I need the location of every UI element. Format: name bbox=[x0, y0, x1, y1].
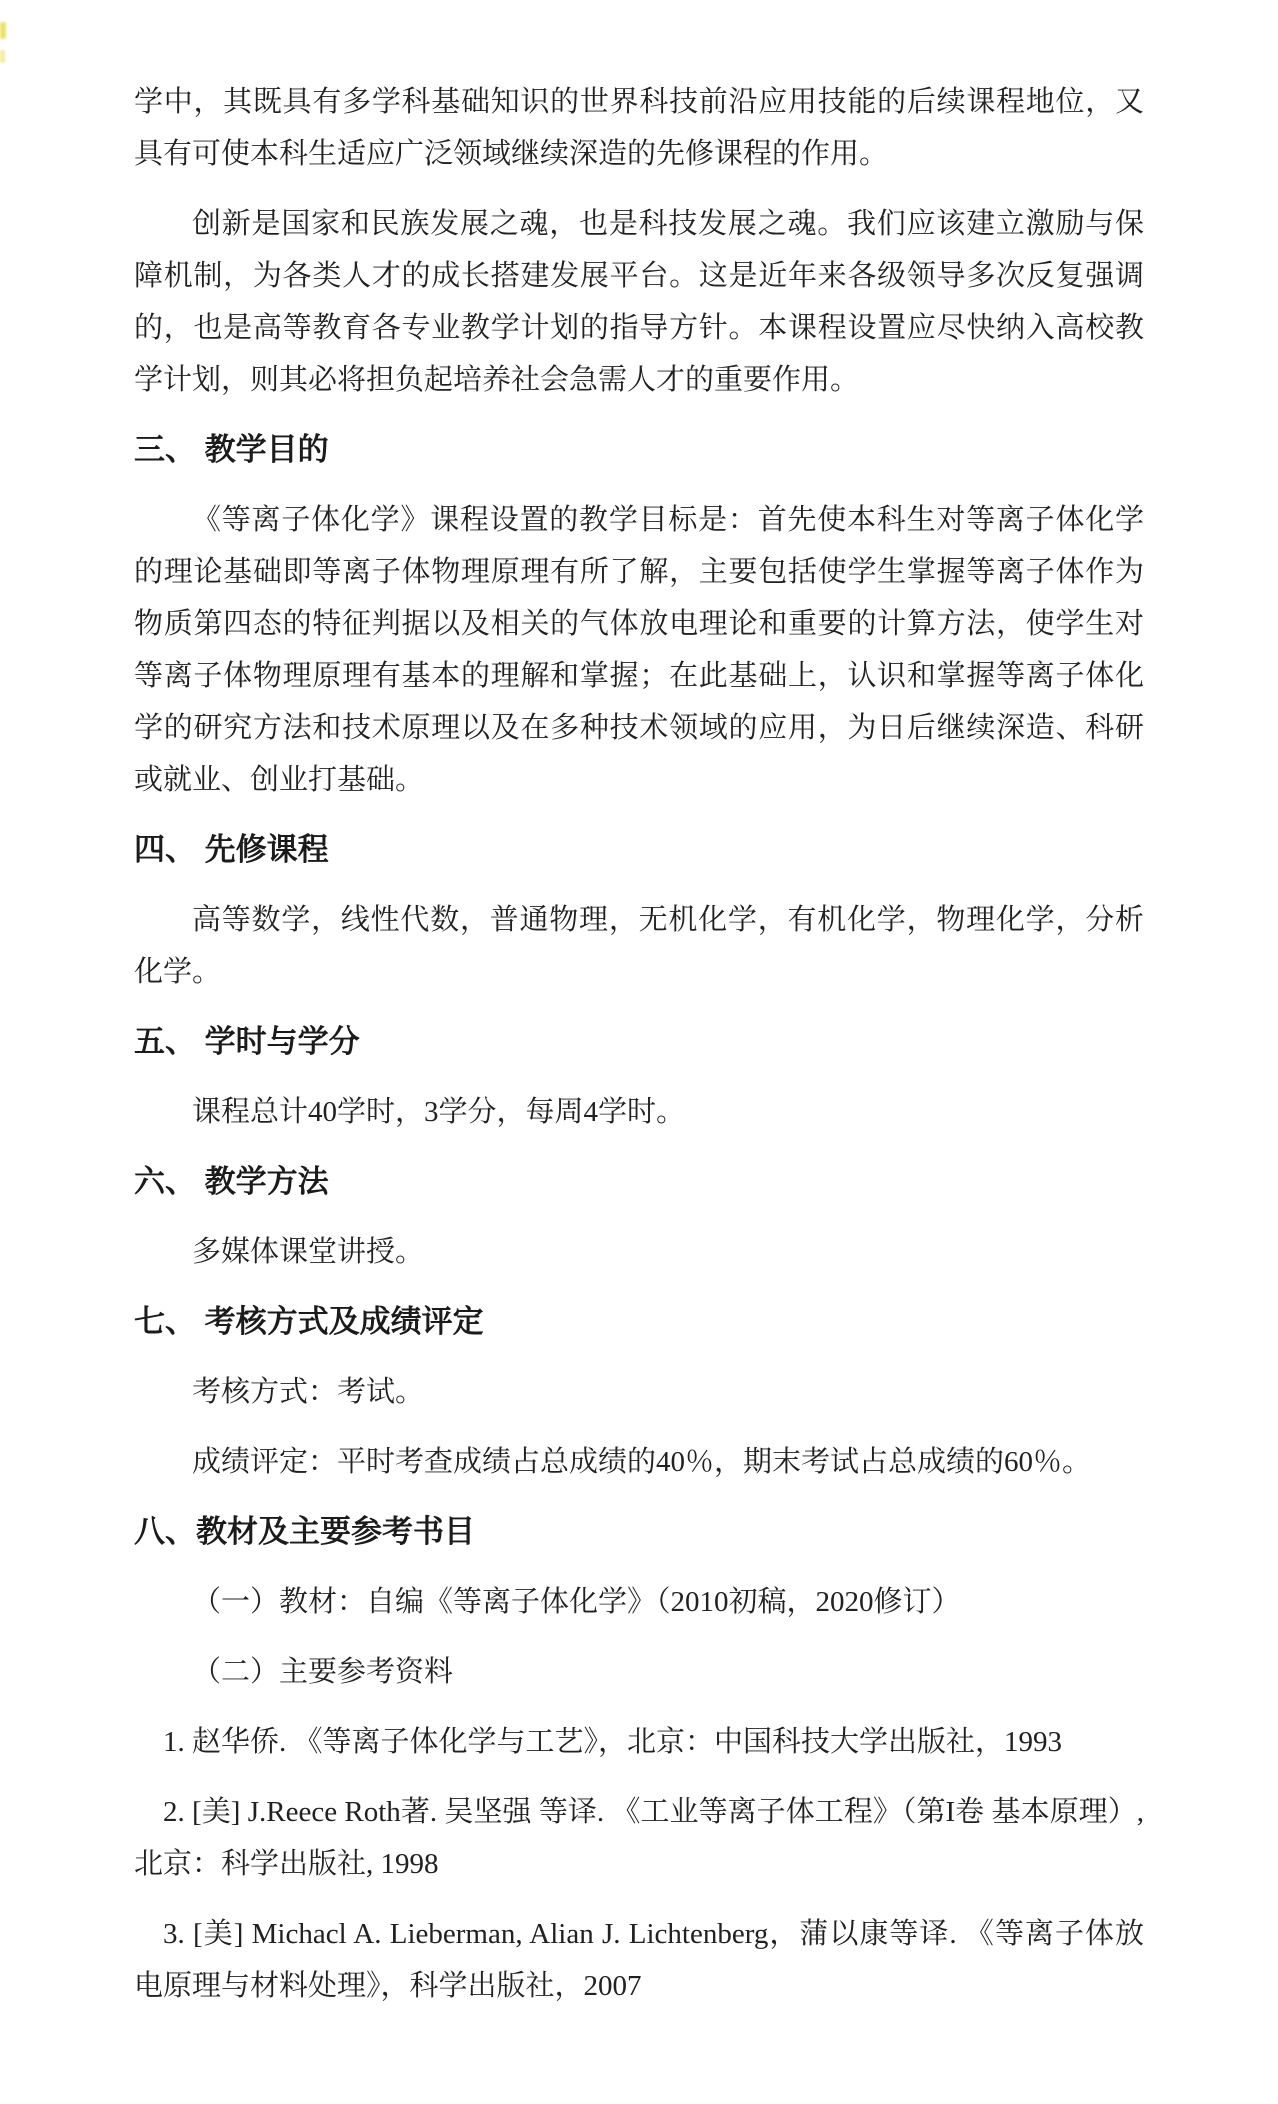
paragraph-prerequisites: 高等数学，线性代数，普通物理，无机化学，有机化学，物理化学，分析化学。 bbox=[134, 904, 1144, 988]
heading-hours-credits: 五、 学时与学分 bbox=[134, 1024, 360, 1059]
paragraph-assessment-grading: 成绩评定：平时考查成绩占总成绩的40％，期末考试占总成绩的60％。 bbox=[192, 1446, 1092, 1478]
scan-artifact-mark bbox=[0, 50, 5, 63]
heading-prerequisites: 四、 先修课程 bbox=[134, 832, 329, 867]
heading-assessment: 七、 考核方式及成绩评定 bbox=[134, 1304, 484, 1339]
paragraph-references-label: （二）主要参考资料 bbox=[192, 1656, 454, 1688]
reference-item: 2. [美] J.Reece Roth著. 吴坚强 等译. 《工业等离子体工程》（第I卷 基本原理）, 北京：科学出版社, 1998 bbox=[134, 1796, 1144, 1880]
heading-teaching-purpose: 三、 教学目的 bbox=[134, 432, 329, 467]
paragraph-innovation: 创新是国家和民族发展之魂，也是科技发展之魂。我们应该建立激励与保障机制，为各类人才的成长搭建发展平台。这是近年来各级领导多次反复强调的，也是高等教育各专业教学计划的指导方针。本课程设置应尽快纳入高校教学计划，则其必将担负起培养社会急需人才的重要作用。 bbox=[134, 208, 1144, 396]
paragraph-teaching-purpose: 《等离子体化学》课程设置的教学目标是：首先使本科生对等离子体化学的理论基础即等离子体物理原理有所了解，主要包括使学生掌握等离子体作为物质第四态的特征判据以及相关的气体放电理论和重要的计算方法，使学生对等离子体物理原理有基本的理解和掌握；在此基础上，认识和掌握等离子体化学的研究方法和技术原理以及在多种技术领域的应用，为日后继续深造、科研或就业、创业打基础。 bbox=[134, 504, 1144, 796]
reference-item: 3. [美] Michacl A. Lieberman, Alian J. Lichtenberg，蒲以康等译. 《等离子体放电原理与材料处理》，科学出版社，2007 bbox=[134, 1918, 1144, 2002]
reference-item: 1. 赵华侨. 《等离子体化学与工艺》，北京：中国科技大学出版社，1993 bbox=[163, 1726, 1063, 1758]
paragraph-textbook: （一）教材：自编《等离子体化学》（2010初稿，2020修订） bbox=[192, 1586, 961, 1618]
heading-textbooks: 八、教材及主要参考书目 bbox=[134, 1514, 475, 1549]
paragraph-course-position: 学中，其既具有多学科基础知识的世界科技前沿应用技能的后续课程地位，又具有可使本科生适应广泛领域继续深造的先修课程的作用。 bbox=[134, 86, 1144, 170]
paragraph-hours-credits: 课程总计40学时，3学分，每周4学时。 bbox=[192, 1096, 686, 1128]
scan-artifact-mark bbox=[0, 22, 6, 39]
heading-teaching-method: 六、 教学方法 bbox=[134, 1164, 329, 1199]
paragraph-teaching-method: 多媒体课堂讲授。 bbox=[192, 1236, 425, 1268]
paragraph-assessment-method: 考核方式：考试。 bbox=[192, 1376, 425, 1408]
